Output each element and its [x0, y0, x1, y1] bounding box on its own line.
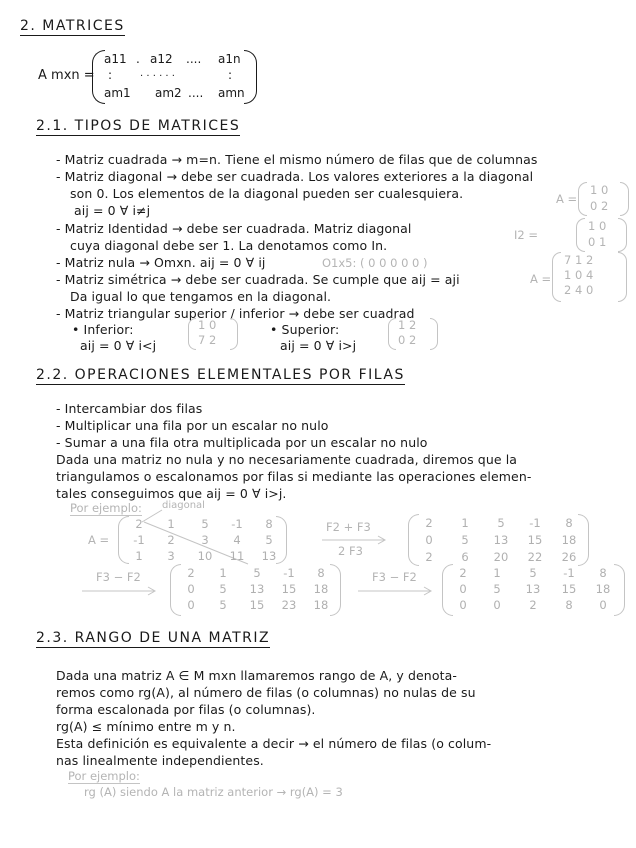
line-matriz-identidad: - Matriz Identidad → debe ser cuadrada. Matriz diagonal	[56, 221, 412, 236]
rank-example-text: rg (A) siendo A la matriz anterior → rg(A) = 3	[84, 785, 343, 799]
line-superior: • Superior:	[270, 322, 340, 337]
line-sumar: - Sumar a una fila otra multiplicada por un escalar no nulo	[56, 435, 428, 450]
line-dada-una-matriz: Dada una matriz A ∈ M mxn llamaremos rango de A, y denota-	[56, 668, 457, 683]
rank-example-label: Por ejemplo:	[68, 769, 140, 783]
line-intercambiar: - Intercambiar dos filas	[56, 401, 203, 416]
line-esta-definicion: Esta definición es equivalente a decir → el número de filas (o colum-	[56, 736, 492, 751]
line-diagonal-formula: aij = 0 ∀ i≠j	[74, 203, 151, 218]
section-2-2-title: 2.2. OPERACIONES ELEMENTALES POR FILAS	[36, 367, 405, 383]
line-simetrica-cont: Da igual lo que tengamos en la diagonal.	[70, 289, 332, 304]
matrix-am2: am2	[155, 86, 182, 100]
matrix-a12: a12	[150, 52, 173, 66]
line-forma-escalonada: forma escalonada por filas (o columnas).	[56, 702, 316, 717]
matrix-a1n: a1n	[218, 52, 241, 66]
operation-2f3: 2 F3	[338, 544, 363, 558]
line-matriz-triangular: - Matriz triangular superior / inferior → debe ser cuadrad	[56, 306, 415, 321]
diagonal-note: diagonal	[162, 500, 205, 511]
matrix-a-label: A =	[88, 533, 110, 547]
arrow-icon	[356, 586, 436, 596]
line-rg-minimo: rg(A) ≤ mínimo entre m y n.	[56, 719, 236, 734]
line-superior-formula: aij = 0 ∀ i>j	[280, 338, 357, 353]
section-2-3-title: 2.3. RANGO DE UNA MATRIZ	[36, 630, 271, 646]
section-2-title: 2. MATRICES	[20, 18, 125, 34]
line-multiplicar: - Multiplicar una fila por un escalar no nulo	[56, 418, 329, 433]
line-triangulamos: triangulamos o escalonamos por filas si mediante las operaciones elemen-	[56, 469, 532, 484]
section-2-1-title: 2.1. TIPOS DE MATRICES	[36, 118, 241, 134]
operation-f2-plus-f3: F2 + F3	[326, 520, 371, 534]
matrix-am1: am1	[104, 86, 131, 100]
matrix-amn: amn	[218, 86, 245, 100]
line-matriz-nula: - Matriz nula → Omxn. aij = 0 ∀ ij	[56, 255, 266, 270]
matrix-label: A mxn =	[38, 68, 95, 83]
line-dada-matriz: Dada una matriz no nula y no necesariamente cuadrada, diremos que la	[56, 452, 518, 467]
line-tales: tales conseguimos que aij = 0 ∀ i>j.	[56, 486, 287, 501]
line-matriz-cuadrada: - Matriz cuadrada → m=n. Tiene el mismo número de filas que de columnas	[56, 152, 538, 167]
line-diagonal-cont: son 0. Los elementos de la diagonal pueden ser cualesquiera.	[70, 186, 464, 201]
line-remos-como: remos como rg(A), al número de filas (o columnas) no nulas de su	[56, 685, 476, 700]
line-matriz-diagonal: - Matriz diagonal → debe ser cuadrada. Los valores exteriores a la diagonal	[56, 169, 534, 184]
line-identidad-cont: cuya diagonal debe ser 1. La denotamos como In.	[70, 238, 388, 253]
line-matriz-simetrica: - Matriz simétrica → debe ser cuadrada. Se cumple que aij = aji	[56, 272, 460, 287]
line-inferior: • Inferior:	[72, 322, 134, 337]
line-inferior-formula: aij = 0 ∀ i<j	[80, 338, 157, 353]
line-nas-linealmente: nas linealmente independientes.	[56, 753, 264, 768]
example-label: Por ejemplo:	[70, 501, 142, 515]
operation-f3-minus-f2-b: F3 − F2	[372, 570, 417, 584]
matrix-a11: a11	[104, 52, 127, 66]
arrow-icon	[80, 586, 160, 596]
operation-f3-minus-f2-a: F3 − F2	[96, 570, 141, 584]
